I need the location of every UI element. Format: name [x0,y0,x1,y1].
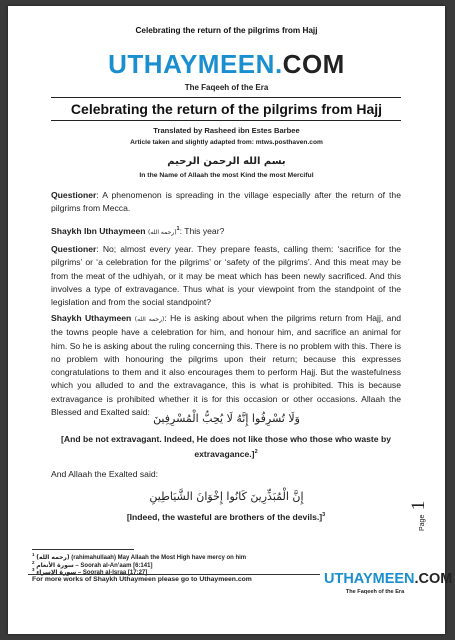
ayah-1-english [51,433,401,461]
speaker-label: Shaykh Ibn Uthaymeen [51,225,146,236]
logo-dot: . [274,49,283,79]
running-header: Celebrating the return of the pilgrims from Hajj [135,26,318,35]
ayah-2-english [51,509,401,524]
footnote-arabic: (رحمه الله) [36,554,70,561]
footnote-ref: 3 [322,512,326,518]
page-label: Page [419,514,426,531]
honorific-arabic: (رحمه الله) [147,228,177,236]
footnote-number: 2 [32,560,35,565]
answer-text: : This year? [179,225,225,236]
answer-2 [51,312,401,419]
answer-1 [51,223,401,239]
speaker-label: Questioner [51,190,97,200]
honorific-arabic: (رحمه الله) [134,316,165,323]
basmala-arabic: بسم الله الرحمن الرحيم [167,156,286,167]
speaker-label: Shaykh Uthaymeen [51,313,132,323]
page-number [408,471,448,531]
title-rule-top [51,97,401,98]
document-page [8,6,453,634]
question-text: : A phenomenon is spreading in the village especially after the return of the pilgrims from Mecca. [51,190,401,214]
footer-rule [28,574,320,575]
footnote-number: 1 [32,552,35,557]
article-title: Celebrating the return of the pilgrims from Hajj [70,101,383,117]
connector-line: And Allaah the Exalted said: [51,469,159,479]
footnote-separator [32,549,134,550]
title-rule-bottom [51,120,401,121]
ayah-1-arabic: وَلَا تُسْرِفُوا إِنَّهُ لَا يُحِبُّ الْمُسْرِفِينَ [153,412,300,425]
source-line: Article taken and slightly adapted from: mtws.posthaven.com [130,139,323,146]
footnote-arabic: سورة الأنعام [36,562,74,569]
translator-line: Translated by Rasheed ibn Estes Barbee [153,126,300,135]
ayah-2-text: [Indeed, the wasteful are brothers of the devils.] [126,511,323,522]
footer-logo-com: .COM [414,571,453,587]
footnote-number: 3 [32,567,35,572]
page-number-value: 1 [408,500,429,511]
footnote-ref: 2 [254,449,258,455]
footnote-arabic: سورة الإسراء [36,569,77,576]
question-1 [51,189,401,216]
footer-text: For more works of Shaykh Uthaymeen please go to Uthaymeen.com [32,576,252,583]
question-2 [51,243,401,309]
footer-logo [324,572,452,587]
logo-main: UTHAYMEEN [108,49,275,79]
site-logo [8,51,445,77]
logo-com: COM [282,49,345,79]
footer-tagline: The Faqeeh of the Era [345,589,405,595]
speaker-label: Questioner [51,244,97,254]
question-text: : No; almost every year. They prepare feasts, calling them: ‘sacrifice for the pilgrims’ or ‘a celebration for the pilgrims’ or ‘safety of the pilgrims’. And this meat may be from the meat of the udhiyah, or it may be meat which has been newly sacrificed. And this involves a type of extravagance. Thus what is your viewpoint from the standpoint of the legislation and from the social standpoint? [51,244,401,308]
footnote-text: – Soorah al-An’aam [6:141] [73,563,153,569]
answer-text: : He is asking about when the pilgrims return from Hajj, and the towns people have a celebration for him, and honour him, and sacrifice an animal for him. So he is asking about the ruling concerning this. There is no problem with this. There is no problem with honouring the pilgrims upon their return; because this expresses congratulations to them and it also encourages them to perform Hajj. But the wastefulness which you alluded to and the extravagance, this is what is prohibited. This is because extravagance is prohibited whether it is for this occasion or other occasions. Allaah the Blessed and Exalted said: [51,313,402,418]
ayah-2-arabic: إِنَّ الْمُبَذِّرِينَ كَانُوا إِخْوَانَ الشَّيَاطِينِ [149,490,304,503]
footnote-text: – Soorah al-Israa [17:27] [76,570,148,576]
footnote-ref: 1 [176,226,180,232]
basmala-english: In the Name of Allaah the most Kind the most Merciful [139,172,314,179]
logo-tagline: The Faqeeh of the Era [184,83,269,92]
footnote-text: (rahimahullaah) May Allaah the Most High have mercy on him [69,555,247,561]
ayah-1-text: [And be not extravagant. Indeed, He does not like those who those who waste by extravagance.] [61,434,391,459]
footer-logo-main: UTHAYMEEN [324,571,415,587]
